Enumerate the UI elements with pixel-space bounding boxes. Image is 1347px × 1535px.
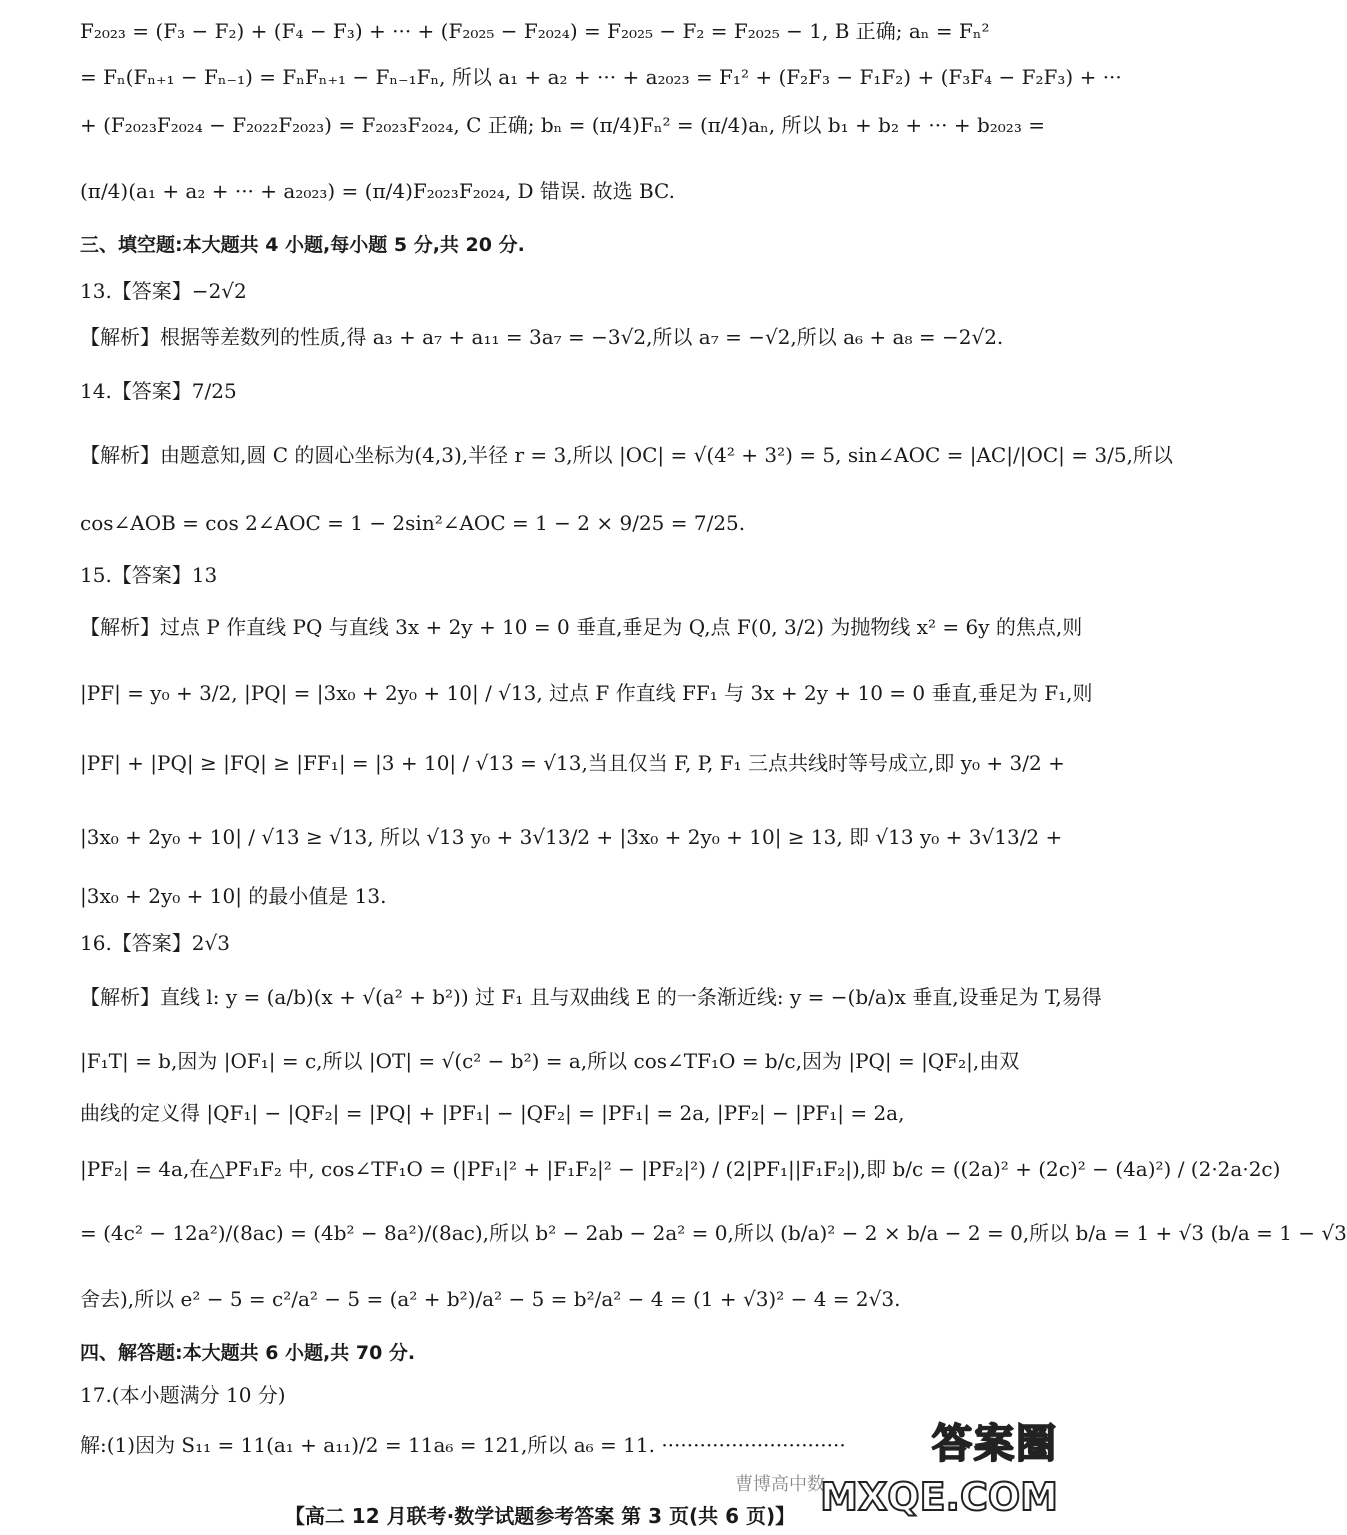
- answer-16: 16.【答案】2√3: [80, 931, 230, 955]
- answer-15: 15.【答案】13: [80, 563, 218, 587]
- solution-13: 【解析】根据等差数列的性质,得 a₃ + a₇ + a₁₁ = 3a₇ = −3√2,所以 a₇ = −√2,所以 a₆ + a₈ = −2√2.: [80, 325, 1004, 349]
- watermark-logo-top: 答案圈: [932, 1421, 1058, 1467]
- solution-16-line-3: 曲线的定义得 |QF₁| − |QF₂| = |PQ| + |PF₁| − |QF₂| = |PF₁| = 2a, |PF₂| − |PF₁| = 2a,: [80, 1101, 905, 1125]
- watermark-logo-bottom: MXQE.COM: [820, 1475, 1058, 1519]
- solution-16-line-5: = (4c² − 12a²)/(8ac) = (4b² − 8a²)/(8ac),所以 b² − 2ab − 2a² = 0,所以 (b/a)² − 2 × b/a − 2 = 0,所以 b/a = 1 + √3 (b/a = 1 − √3: [80, 1221, 1347, 1245]
- text-line-2: = Fₙ(Fₙ₊₁ − Fₙ₋₁) = FₙFₙ₊₁ − Fₙ₋₁Fₙ, 所以 a₁ + a₂ + ··· + a₂₀₂₃ = F₁² + (F₂F₃ − F₁F₂) + (F₃F₄ − F₂F₃) + ···: [80, 65, 1122, 89]
- solution-15-line-5: |3x₀ + 2y₀ + 10| 的最小值是 13.: [80, 884, 387, 908]
- solution-14-line-1: 【解析】由题意知,圆 C 的圆心坐标为(4,3),半径 r = 3,所以 |OC| = √(4² + 3²) = 5, sin∠AOC = |AC|/|OC| = 3/5,所以: [80, 443, 1173, 467]
- solution-16-line-6: 舍去),所以 e² − 5 = c²/a² − 5 = (a² + b²)/a² − 5 = b²/a² − 4 = (1 + √3)² − 4 = 2√3.: [80, 1287, 901, 1311]
- solution-15-line-3: |PF| + |PQ| ≥ |FQ| ≥ |FF₁| = |3 + 10| / √13 = √13,当且仅当 F, P, F₁ 三点共线时等号成立,即 y₀ + 3/2 +: [80, 751, 1065, 775]
- solution-16-line-2: |F₁T| = b,因为 |OF₁| = c,所以 |OT| = √(c² − b²) = a,所以 cos∠TF₁O = b/c,因为 |PQ| = |QF₂|,由双: [80, 1049, 1020, 1073]
- wechat-source-label: 曹博高中数: [735, 1474, 825, 1495]
- section-heading-solutions: 四、解答题:本大题共 6 小题,共 70 分.: [80, 1342, 416, 1364]
- text-line-4: (π/4)(a₁ + a₂ + ··· + a₂₀₂₃) = (π/4)F₂₀₂₃F₂₀₂₄, D 错误. 故选 BC.: [80, 179, 675, 203]
- section-heading-fill-in: 三、填空题:本大题共 4 小题,每小题 5 分,共 20 分.: [80, 234, 525, 256]
- problem-17-part-1: 解:(1)因为 S₁₁ = 11(a₁ + a₁₁)/2 = 11a₆ = 121,所以 a₆ = 11. ·····························: [80, 1433, 846, 1457]
- answer-14: 14.【答案】7/25: [80, 379, 237, 403]
- page-footer: 【高二 12 月联考·数学试题参考答案 第 3 页(共 6 页)】: [284, 1504, 796, 1528]
- solution-14-line-2: cos∠AOB = cos 2∠AOC = 1 − 2sin²∠AOC = 1 − 2 × 9/25 = 7/25.: [80, 511, 746, 535]
- text-line-3: + (F₂₀₂₃F₂₀₂₄ − F₂₀₂₂F₂₀₂₃) = F₂₀₂₃F₂₀₂₄, C 正确; bₙ = (π/4)Fₙ² = (π/4)aₙ, 所以 b₁ + b₂ + ··· + b₂₀₂₃ =: [80, 113, 1045, 137]
- solution-16-line-4: |PF₂| = 4a,在△PF₁F₂ 中, cos∠TF₁O = (|PF₁|² + |F₁F₂|² − |PF₂|²) / (2|PF₁||F₁F₂|),即 b/c = ((2a)² + (2c)² − (4a)²) / (2·2a·2c): [80, 1157, 1281, 1181]
- solution-15-line-2: |PF| = y₀ + 3/2, |PQ| = |3x₀ + 2y₀ + 10| / √13, 过点 F 作直线 FF₁ 与 3x + 2y + 10 = 0 垂直,垂足为 F₁,则: [80, 681, 1093, 705]
- solution-15-line-1: 【解析】过点 P 作直线 PQ 与直线 3x + 2y + 10 = 0 垂直,垂足为 Q,点 F(0, 3/2) 为抛物线 x² = 6y 的焦点,则: [80, 615, 1083, 639]
- answer-13: 13.【答案】−2√2: [80, 279, 247, 303]
- solution-15-line-4: |3x₀ + 2y₀ + 10| / √13 ≥ √13, 所以 √13 y₀ + 3√13/2 + |3x₀ + 2y₀ + 10| ≥ 13, 即 √13 y₀ + 3√13/2 +: [80, 825, 1063, 849]
- solution-16-line-1: 【解析】直线 l: y = (a/b)(x + √(a² + b²)) 过 F₁ 且与双曲线 E 的一条渐近线: y = −(b/a)x 垂直,设垂足为 T,易得: [80, 985, 1102, 1009]
- text-line-1: F₂₀₂₃ = (F₃ − F₂) + (F₄ − F₃) + ··· + (F₂₀₂₅ − F₂₀₂₄) = F₂₀₂₅ − F₂ = F₂₀₂₅ − 1, B 正确; aₙ = Fₙ²: [80, 19, 990, 43]
- problem-17-title: 17.(本小题满分 10 分): [80, 1383, 286, 1407]
